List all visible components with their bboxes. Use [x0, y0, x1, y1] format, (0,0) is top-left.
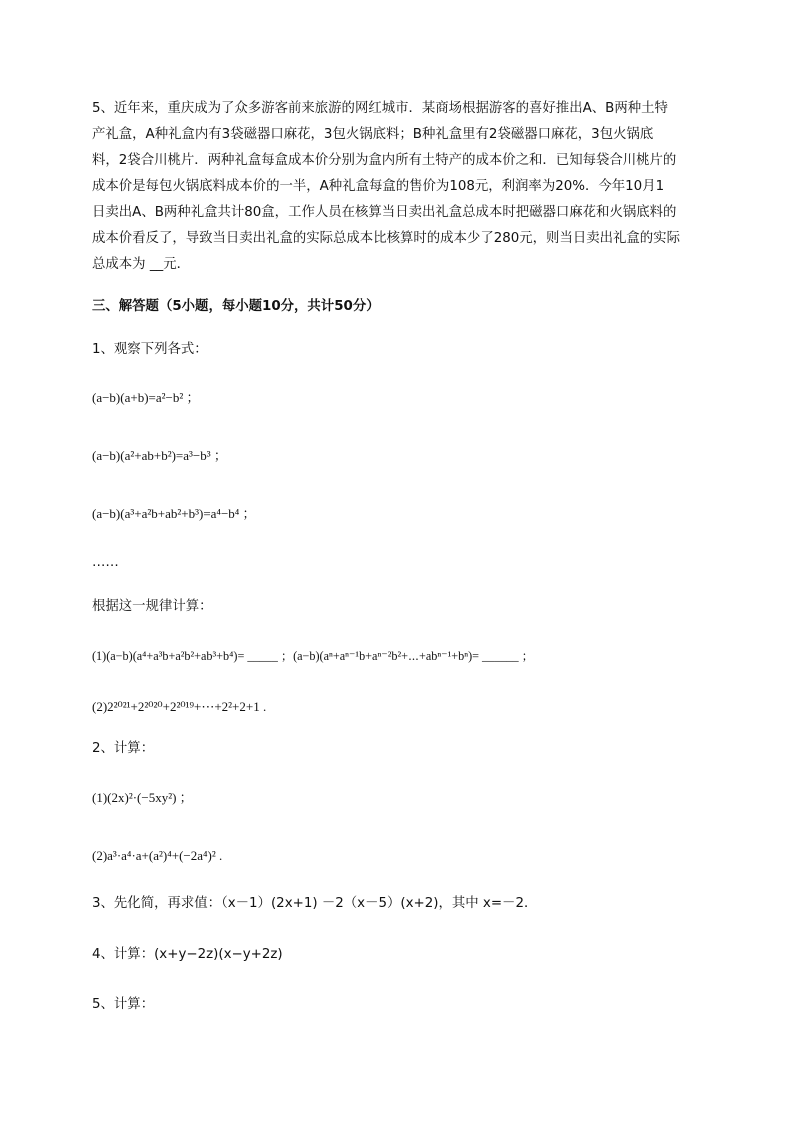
- problem-3: 3、先化简，再求值：（x－1）(2x+1) －2（x－5）(x+2)，其中 x=－2．: [92, 896, 538, 911]
- q5-line-6: 成本价看反了，导致当日卖出礼盒的实际总成本比核算时的成本少了280元，则当日卖出礼盒的实际: [92, 231, 680, 246]
- q5-line-1: 5、近年来，重庆成为了众多游客前来旅游的网红城市．某商场根据游客的喜好推出A、B两种土特: [92, 101, 668, 116]
- problem-1-part-2: (2)2²⁰²¹+2²⁰²⁰+2²⁰¹⁹+⋯+2²+2+1 .: [92, 699, 267, 714]
- problem-2-intro: 2、计算：: [92, 741, 155, 756]
- problem-2-part-2: (2)a³·a⁴·a+(a²)⁴+(−2a⁴)² .: [92, 848, 223, 863]
- problem-2-part-1: (1)(2x)²·(−5xy²) ；: [92, 790, 193, 805]
- fill-in-question-5: [92, 96, 724, 278]
- problem-1-rule: 根据这一规律计算：: [92, 599, 213, 614]
- q5-line-4: 成本价是每包火锅底料成本价的一半，A种礼盒每盒的售价为108元，利润率为20%．今年10月1: [92, 179, 665, 194]
- problem-1-ellipsis: ……: [92, 555, 119, 570]
- section-3-title: 三、解答题（5小题，每小题10分，共计50分）: [92, 299, 380, 314]
- problem-1-intro: 1、观察下列各式：: [92, 342, 208, 357]
- problem-1-eq-1: (a−b)(a+b)=a²−b² ；: [92, 390, 200, 405]
- q5-line-5: 日卖出A、B两种礼盒共计80盒，工作人员在核算当日卖出礼盒总成本时把磁器口麻花和火锅底料的: [92, 205, 677, 220]
- problem-1-eq-2: (a−b)(a²+ab+b²)=a³−b³ ；: [92, 448, 227, 463]
- q5-line-7: 总成本为 __元．: [92, 257, 190, 272]
- q5-line-2: 产礼盒，A种礼盒内有3袋磁器口麻花，3包火锅底料；B种礼盒里有2袋磁器口麻花，3包火锅底: [92, 127, 654, 142]
- problem-5: 5、计算：: [92, 997, 155, 1012]
- q5-line-3: 料，2袋合川桃片．两种礼盒每盒成本价分别为盒内所有土特产的成本价之和．已知每袋合川桃片的: [92, 153, 677, 168]
- problem-4: 4、计算：(x+y−2z)(x−y+2z): [92, 947, 283, 962]
- problem-1-eq-3: (a−b)(a³+a²b+ab²+b³)=a⁴−b⁴ ；: [92, 506, 256, 521]
- problem-1-part-1: (1)(a−b)(a⁴+a³b+a²b²+ab³+b⁴)= _____ ；(a−b)(aⁿ+aⁿ⁻¹b+aⁿ⁻²b²+⋯+abⁿ⁻¹+bⁿ)= ______ ；: [92, 649, 534, 663]
